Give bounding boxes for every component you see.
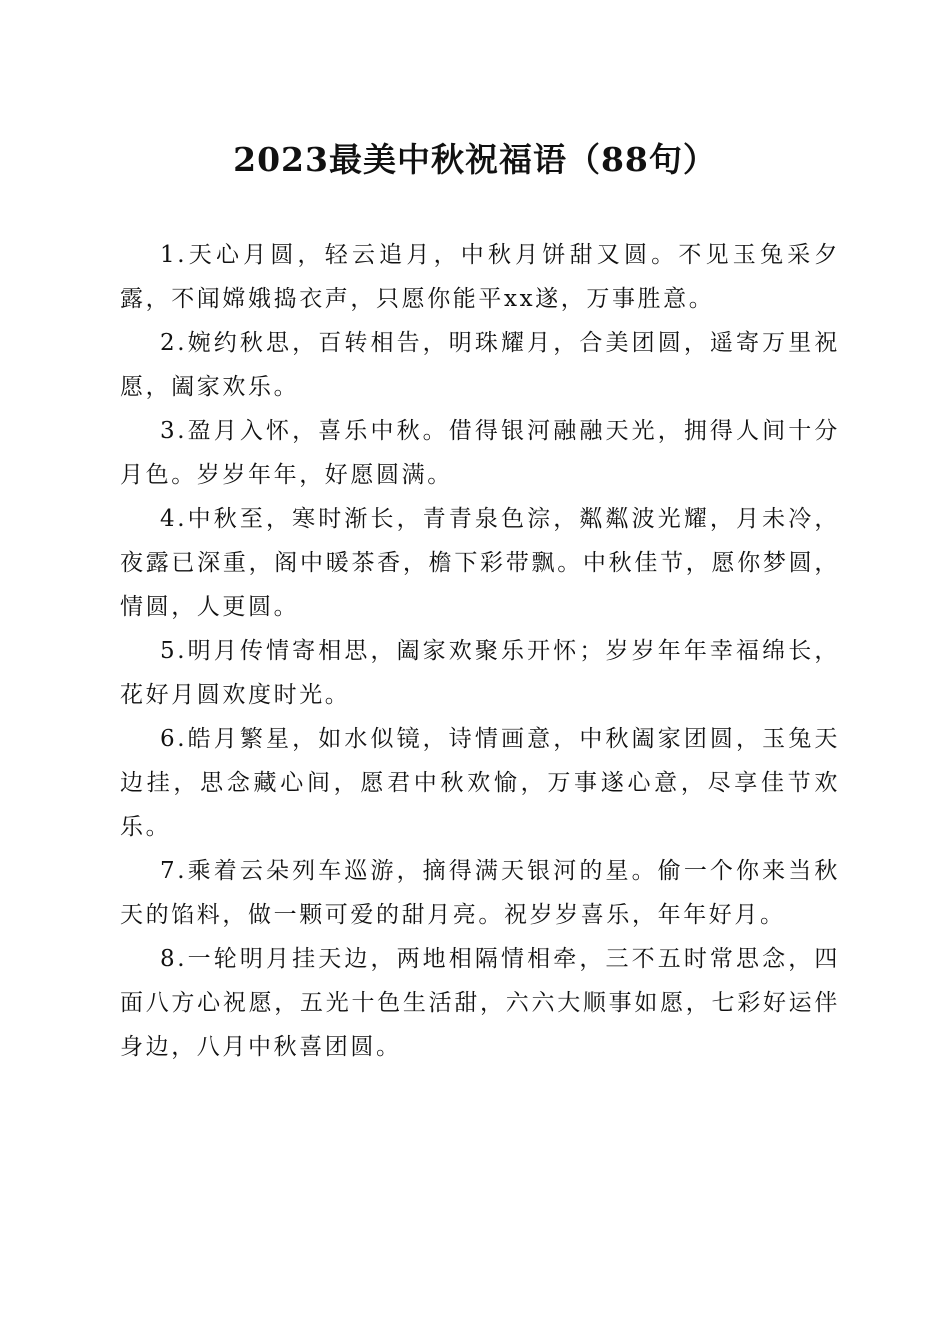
paragraph-3: 3.盈月入怀，喜乐中秋。借得银河融融天光，拥得人间十分月色。岁岁年年，好愿圆满。 <box>120 418 840 488</box>
paragraph-8: 8.一轮明月挂天边，两地相隔情相牵，三不五时常思念，四面八方心祝愿，五光十色生活甜，六六大顺事如愿，七彩好运伴身边，八月中秋喜团圆。 <box>120 946 840 1060</box>
paragraph-5: 5.明月传情寄相思，阖家欢聚乐开怀；岁岁年年幸福绵长，花好月圆欢度时光。 <box>120 638 840 708</box>
paragraph-6: 6.皓月繁星，如水似镜，诗情画意，中秋阖家团圆，玉兔天边挂，思念藏心间，愿君中秋欢愉，万事遂心意，尽享佳节欢乐。 <box>120 726 840 840</box>
paragraph-2: 2.婉约秋思，百转相告，明珠耀月，合美团圆，遥寄万里祝愿，阖家欢乐。 <box>120 330 840 400</box>
document-body <box>120 233 840 1069</box>
paragraph-1: 1.天心月圆，轻云追月，中秋月饼甜又圆。不见玉兔采夕露，不闻嫦娥捣衣声，只愿你能平xx遂，万事胜意。 <box>120 242 840 312</box>
document-title: 2023最美中秋祝福语（88句） <box>233 140 717 179</box>
paragraph-4: 4.中秋至，寒时渐长，青青泉色淙，粼粼波光耀，月未冷，夜露已深重，阁中暖茶香，檐下彩带飘。中秋佳节，愿你梦圆，情圆，人更圆。 <box>120 506 840 620</box>
paragraph-7: 7.乘着云朵列车巡游，摘得满天银河的星。偷一个你来当秋天的馅料，做一颗可爱的甜月亮。祝岁岁喜乐，年年好月。 <box>120 858 840 928</box>
